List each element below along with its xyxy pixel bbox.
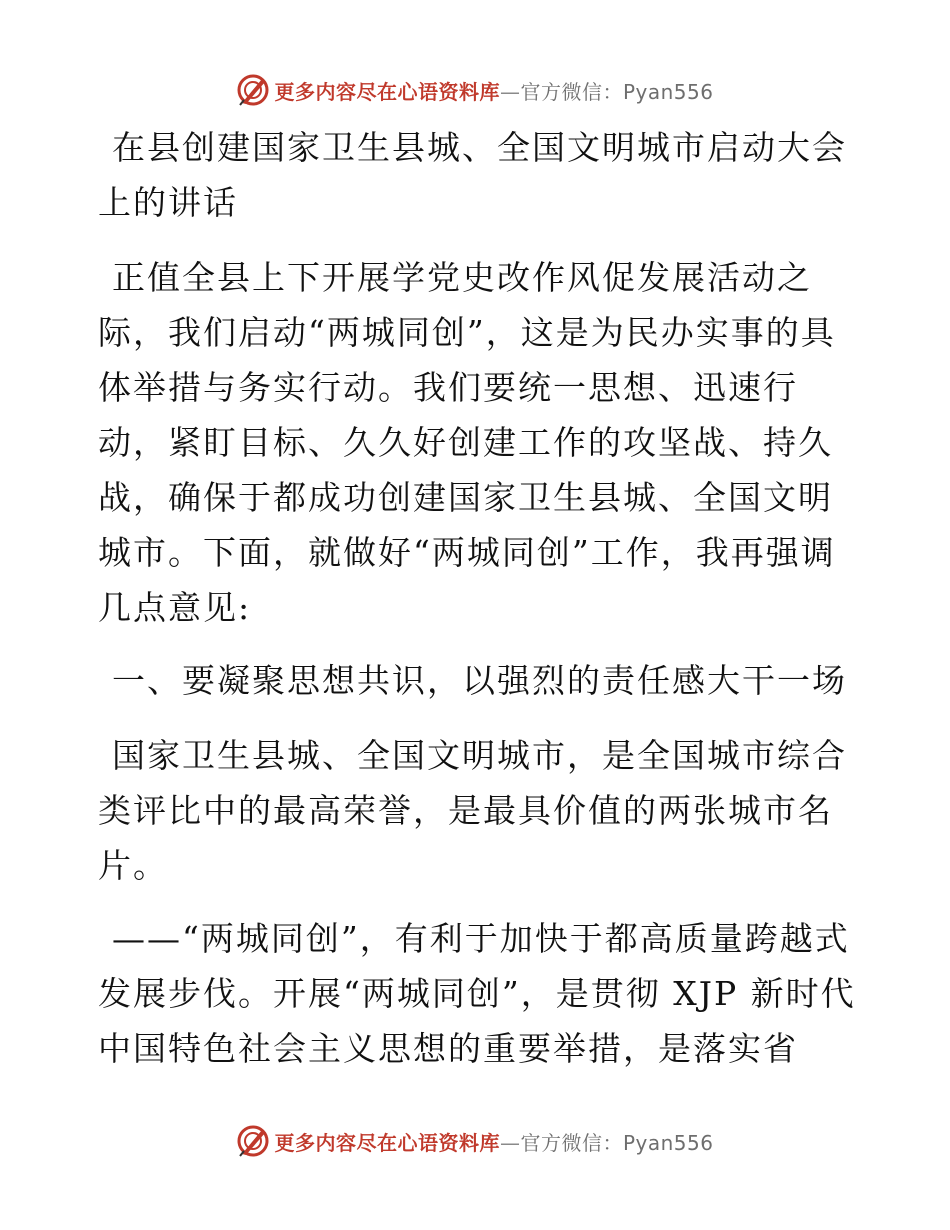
banner-dash: — [499,1130,521,1155]
quill-seal-icon [236,1124,270,1158]
footer-banner [0,1121,950,1161]
quill-seal-icon [236,73,270,107]
paragraph-intro: 正值全县上下开展学党史改作风促发展活动之际，我们启动“两城同创”，这是为民办实事的具体举措与务实行动。我们要统一思想、迅速行动，紧盯目标、久久好创建工作的攻坚战、持久战，确保于都成功创建国家卫生县城、全国文明城市。下面，就做好“两城同创”工作，我再强调几点意见: [98,258,836,627]
paragraph-point-1: ——“两城同创”，有利于加快于都高质量跨越式发展步伐。开展“两城同创”，是贯彻 XJP 新时代中国特色社会主义思想的重要举措，是落实省 [98,919,856,1068]
banner-wechat: 官方微信：Pyan556 [520,79,714,104]
banner-text [274,1127,713,1156]
section-heading-1: 一、要凝聚思想共识，以强烈的责任感大干一场 [112,661,847,700]
banner-text [274,76,713,105]
banner-site-name: 更多内容尽在心语资料库 [274,79,500,104]
document-title: 在县创建国家卫生县城、全国文明城市启动大会上的讲话 [98,128,847,222]
header-banner [0,70,950,110]
banner-dash: — [499,79,521,104]
banner-wechat: 官方微信：Pyan556 [520,1130,714,1155]
banner-site-name: 更多内容尽在心语资料库 [274,1130,500,1155]
document-body [98,120,858,1094]
paragraph-section-1: 国家卫生县城、全国文明城市，是全国城市综合类评比中的最高荣誉，是最具价值的两张城市名片。 [98,736,847,885]
